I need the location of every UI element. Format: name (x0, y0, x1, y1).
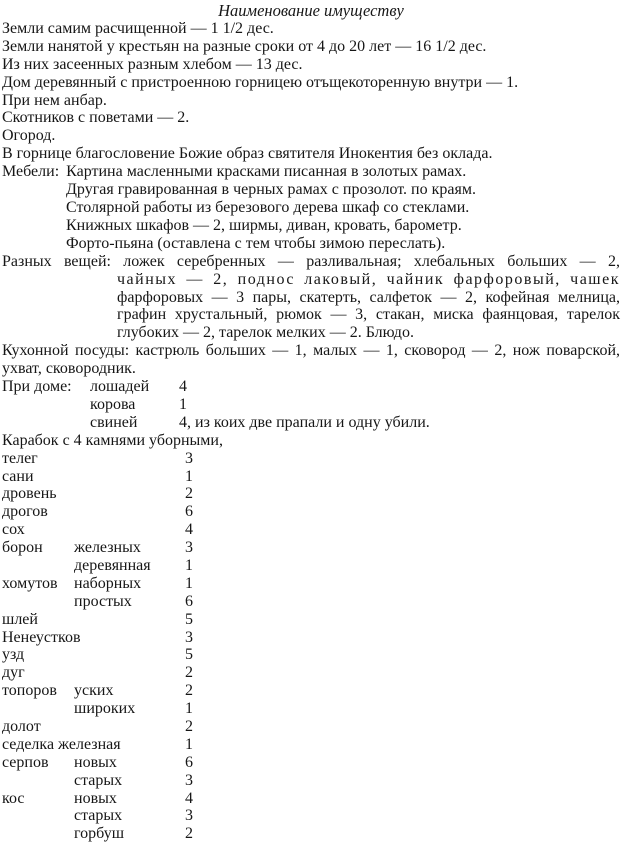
inventory-qty: 3 (185, 449, 193, 467)
furniture-first-line (2, 163, 620, 181)
inventory-row (2, 521, 620, 539)
inventory-item: сох (2, 521, 25, 539)
inventory-row (2, 611, 620, 629)
livestock-qty: 4 (179, 378, 187, 396)
inventory-row (2, 682, 620, 700)
inventory-row (2, 825, 620, 843)
inventory-subtype: новых (74, 789, 117, 807)
inventory-item: дровень (2, 485, 57, 503)
inventory-item: шлей (2, 610, 38, 628)
inventory-row (2, 772, 620, 790)
inventory-row (2, 593, 620, 611)
furniture-line: Книжных шкафов — 2, ширмы, диван, кровать, барометр. (66, 216, 462, 234)
inventory-row (2, 718, 620, 736)
kitchenware-last-line: ухват, сковородник. (2, 360, 136, 378)
inventory-row (2, 503, 620, 521)
inventory-item: Ненеустков (2, 628, 81, 646)
inventory-subtype: уских (74, 682, 114, 700)
inventory-item: серпов (2, 753, 49, 771)
inventory-qty: 2 (185, 485, 193, 503)
inventory-qty: 1 (185, 556, 193, 574)
inventory-row (2, 754, 620, 772)
inventory-qty: 5 (185, 646, 193, 664)
inventory-qty: 3 (185, 539, 193, 557)
misc-first-line: Разных вещей: ложек серебренных — разливальная; хлебальных больших — 2, (2, 252, 620, 270)
intro-line: Земли нанятой у крестьян на разные сроки от 4 до 20 лет — 16 1/2 дес. (2, 37, 487, 55)
inventory-qty: 1 (185, 467, 193, 485)
intro-line: Дом деревянный с пристроенною горницею отъщекоторенную внутри — 1. (2, 73, 519, 91)
furniture-line: Другая гравированная в черных рамах с прозолот. по краям. (66, 181, 476, 199)
kitchenware-section (2, 342, 620, 378)
livestock-label: При доме: (2, 378, 72, 396)
inventory-item: телег (2, 449, 38, 467)
inventory-subtype: наборных (74, 574, 142, 592)
inventory-qty: 4 (185, 789, 193, 807)
inventory-qty: 5 (185, 610, 193, 628)
livestock-item: лошадей (90, 378, 150, 396)
inventory-item: дуг (2, 664, 25, 682)
misc-items-section (2, 253, 620, 343)
furniture-line: Форто-пьяна (оставлена с тем чтобы зимою переслать). (66, 234, 446, 252)
inventory-row (2, 736, 620, 754)
intro-line: Огород. (2, 127, 56, 145)
inventory-subtype: деревянная (74, 556, 151, 574)
inventory-qty: 6 (185, 592, 193, 610)
inventory-qty: 4 (185, 521, 193, 539)
misc-line: чайных — 2, поднос лаковый, чайник фарфоровый, чашек (117, 270, 620, 288)
inventory-qty: 3 (185, 807, 193, 825)
land-and-buildings-section (2, 20, 620, 163)
inventory-qty: 3 (185, 771, 193, 789)
livestock-qty: 4, из коих две прапали и одну убили. (179, 413, 430, 431)
inventory-row (2, 557, 620, 575)
inventory-subtype: старых (74, 807, 123, 825)
inventory-subtype: железных (74, 539, 141, 557)
inventory-row (2, 485, 620, 503)
inventory-row (2, 539, 620, 557)
boxes-line: Карабок с 4 камнями уборными, (2, 431, 223, 449)
inventory-row (2, 807, 620, 825)
inventory-subtype: горбуш (74, 825, 125, 843)
inventory-qty: 2 (185, 825, 193, 843)
livestock-row (2, 414, 620, 432)
inventory-item: узд (2, 646, 25, 664)
intro-line: Из них засеенных разным хлебом — 13 дес. (2, 55, 303, 73)
livestock-item: свиней (90, 413, 138, 431)
inventory-row (2, 700, 620, 718)
inventory-row (2, 450, 620, 468)
inventory-item: долот (2, 717, 41, 735)
livestock-item: корова (90, 395, 136, 413)
inventory-qty: 6 (185, 503, 193, 521)
tools-inventory-list (2, 450, 620, 844)
livestock-section (2, 378, 620, 432)
kitchenware-first-line: Кухонной посуды: кастрюль больших — 1, малых — 1, сковород — 2, нож поварской, (2, 342, 620, 360)
inventory-row (2, 664, 620, 682)
inventory-subtype: старых (74, 771, 123, 789)
furniture-line: Столярной работы из березового дерева шкаф со стеклами. (66, 198, 470, 216)
furniture-section (2, 163, 620, 253)
document-title: Наименование имуществу (218, 1, 404, 20)
inventory-qty: 6 (185, 753, 193, 771)
inventory-row (2, 790, 620, 808)
inventory-qty: 1 (185, 735, 193, 753)
inventory-item: кос (2, 789, 25, 807)
intro-line: Скотников с поветами — 2. (2, 109, 190, 127)
inventory-item: борон (2, 539, 43, 557)
inventory-qty: 1 (185, 700, 193, 718)
livestock-row (2, 396, 620, 414)
inventory-qty: 2 (185, 664, 193, 682)
intro-line: В горнице благословение Божие образ святителя Инокентия без оклада. (2, 145, 493, 163)
misc-line: графин хрустальный, рюмок — 3, стакан, миска фаянцовая, тарелок (117, 306, 620, 324)
furniture-first-text: Картина масленными красками писанная в золотых рамах. (66, 163, 467, 181)
livestock-qty: 1 (179, 395, 187, 413)
inventory-item: сани (2, 467, 34, 485)
misc-last-line: глубоких — 2, тарелок мелких — 2. Блюдо. (117, 324, 414, 342)
inventory-item: дрогов (2, 503, 48, 521)
inventory-item: хомутов (2, 574, 58, 592)
inventory-item: топоров (2, 682, 57, 700)
inventory-row (2, 575, 620, 593)
inventory-row (2, 629, 620, 647)
intro-line: При нем анбар. (2, 91, 107, 109)
furniture-label: Мебели: (2, 163, 60, 181)
inventory-row (2, 468, 620, 486)
misc-line: фарфоровых — 3 пары, скатерть, салфеток — 2, кофейная мелница, (117, 288, 620, 306)
inventory-qty: 2 (185, 682, 193, 700)
livestock-row (2, 378, 620, 396)
inventory-subtype: новых (74, 753, 117, 771)
inventory-item: седелка железная (2, 735, 121, 753)
inventory-subtype: широких (74, 700, 136, 718)
inventory-qty: 1 (185, 574, 193, 592)
inventory-subtype: простых (74, 592, 132, 610)
inventory-qty: 3 (185, 628, 193, 646)
inventory-row (2, 646, 620, 664)
inventory-qty: 2 (185, 717, 193, 735)
intro-line: Земли самим расчищенной — 1 1/2 дес. (2, 19, 274, 37)
